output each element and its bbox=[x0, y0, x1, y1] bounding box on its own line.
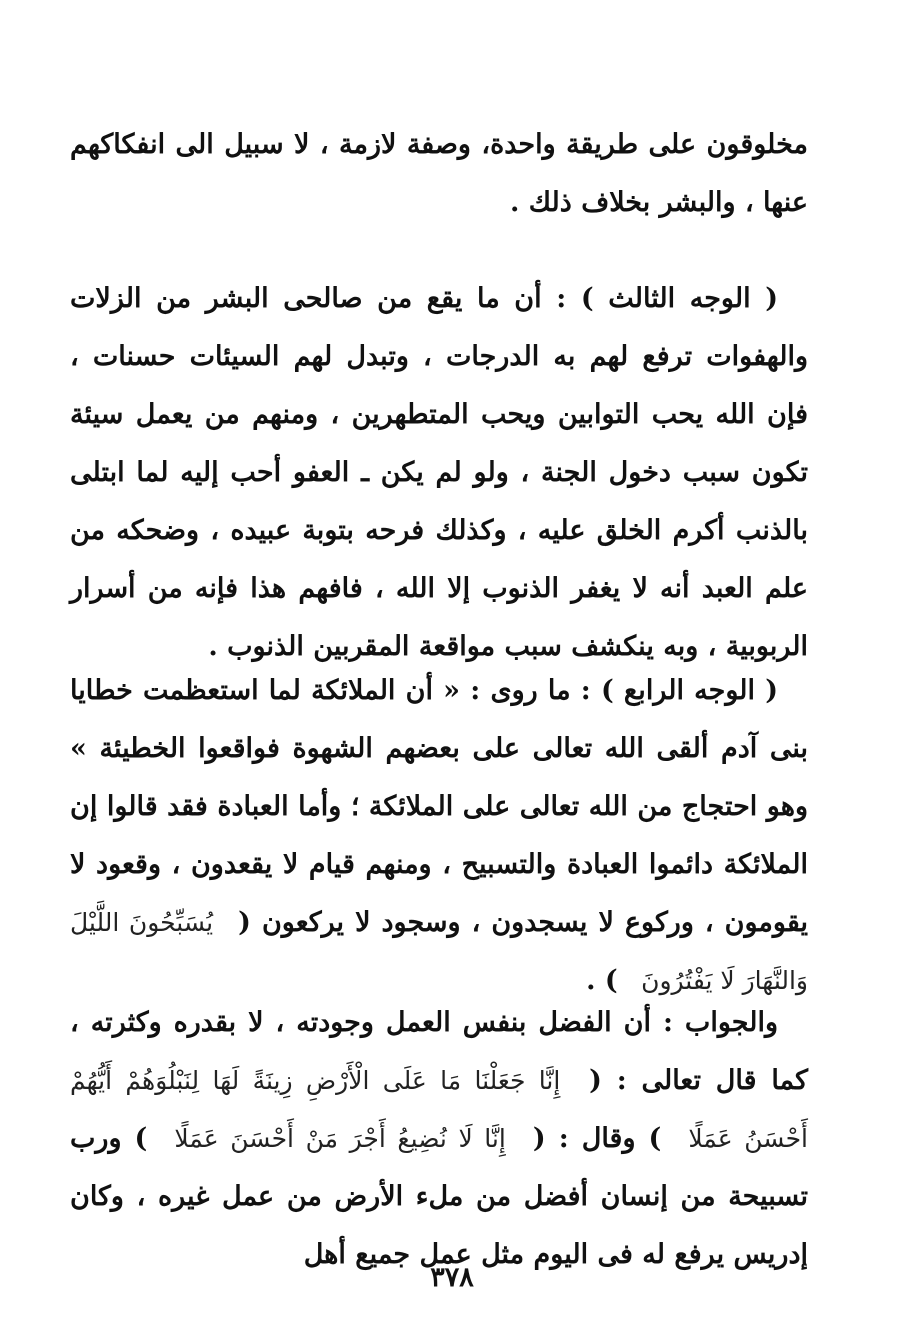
paragraph-text: ( الوجه الثالث ) : أن ما يقع من صالحى البشر من الزلات والهفوات ترفع لهم به الدرجات ، وتبدل لهم السيئات حسنات ، فإن الله يحب التوابين ويحب المتطهرين ، ومنهم من يعمل سيئة تكون سبب دخول الجنة ، ولو لم يكن ـ العفو أحب إليه لما ابتلى بالذنب أكرم الخلق عليه ، وكذلك فرحه بتوبة عبيده ، وضحكه من علم العبد أنه لا يغفر الذنوب إلا الله ، فافهم هذا فإنه من أسرار الربوبية ، وبه ينكشف سبب مواقعة المقربين الذنوب . bbox=[70, 283, 808, 662]
paragraph-continuation bbox=[70, 116, 808, 232]
quran-verse: إِنَّا لَا نُضِيعُ أَجْرَ مَنْ أَحْسَنَ عَمَلًا bbox=[174, 1124, 506, 1153]
page-number: ٣٧٨ bbox=[430, 1262, 474, 1293]
paragraph-text: والجواب : أن الفضل بنفس العمل وجودته ، لا بقدره وكثرته ، كما قال تعالى : ( bbox=[70, 1007, 809, 1096]
paragraph-fourth-aspect bbox=[70, 662, 808, 1010]
paragraph-text: ) . bbox=[586, 965, 618, 996]
paragraph-answer bbox=[70, 994, 808, 1284]
paragraph-text: ) وقال : ( bbox=[532, 1123, 662, 1154]
paragraph-text: مخلوقون على طريقة واحدة، وصفة لازمة ، لا سبيل الى انفكاكهم عنها ، والبشر بخلاف ذلك . bbox=[70, 129, 808, 218]
quran-verse: إِنَّا جَعَلْنَا مَا عَلَى الْأَرْضِ زِينَةً لَهَا لِنَبْلُوَهُمْ أَيُّهُمْ أَحْسَنُ عَمَلًا bbox=[70, 1066, 808, 1153]
paragraph-body bbox=[70, 662, 808, 1010]
quran-verse: يُسَبِّحُونَ اللَّيْلَ وَالنَّهَارَ لَا يَفْتُرُونَ bbox=[70, 908, 808, 995]
paragraph-text: ) ورب تسبيحة من إنسان أفضل من ملء الأرض من عمل غيره ، وكان إدريس يرفع له فى اليوم مثل عمل جميع أهل bbox=[70, 1123, 808, 1270]
paragraph-body bbox=[70, 994, 808, 1284]
paragraph-text: ( الوجه الرابع ) : ما روى : « أن الملائكة لما استعظمت خطايا بنى آدم ألقى الله تعالى على بعضهم الشهوة فواقعوا الخطيئة » وهو احتجاج من الله تعالى على الملائكة ؛ وأما العبادة فقد قالوا إن الملائكة دائموا العبادة والتسبيح ، ومنهم قيام لا يقعدون ، وقعود لا يقومون ، وركوع لا يسجدون ، وسجود لا يركعون ( bbox=[70, 675, 809, 938]
paragraph-third-aspect bbox=[70, 270, 808, 676]
